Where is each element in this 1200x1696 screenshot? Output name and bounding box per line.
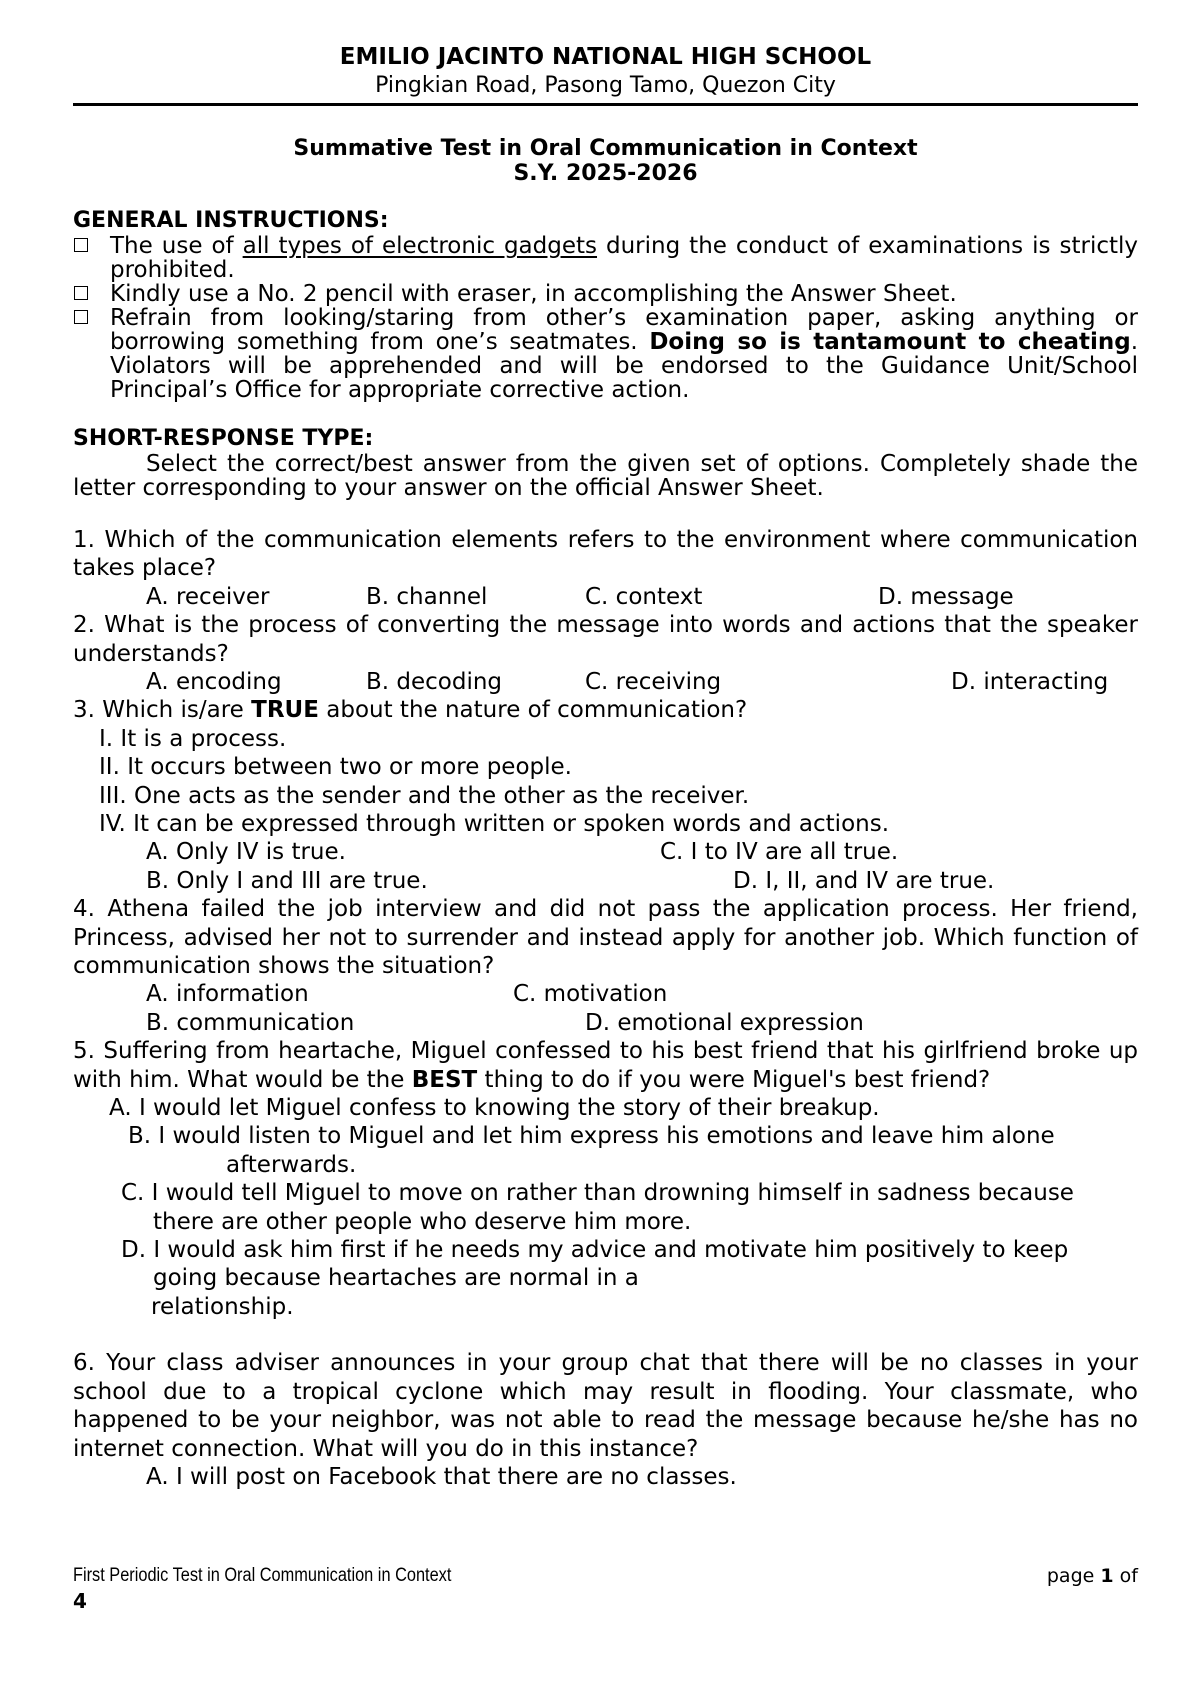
option: D. emotional expression: [585, 1009, 864, 1036]
footer-total-pages: 4: [73, 1589, 87, 1613]
checkbox-icon: [74, 238, 88, 252]
option: C. context: [585, 583, 703, 610]
option: A. I would let Miguel confess to knowing the story of their breakup.: [109, 1095, 880, 1122]
option: C. I would tell Miguel to move on rather than drowning himself in sadness because: [121, 1180, 1074, 1207]
footer-test-name: First Periodic Test in Oral Communication in Context: [73, 1565, 452, 1586]
option: D. I, II, and IV are true.: [733, 867, 995, 894]
question-4-stem: 4. Athena failed the job interview and did not pass the application process. Her friend, Princess, advised her not to surrender and instead apply for another job. Which function of communication shows the situation?: [73, 896, 1138, 980]
test-page: [73, 42, 1138, 1491]
option: C. I to IV are all true.: [660, 839, 899, 866]
question-3-options: [73, 867, 1138, 895]
option-continuation: afterwards.: [226, 1151, 357, 1178]
option: C. motivation: [513, 981, 668, 1008]
option: A. information: [146, 981, 309, 1008]
option: D. message: [878, 583, 1014, 610]
statement: IV. It can be expressed through written or spoken words and actions.: [99, 811, 890, 838]
option-continuation: relationship.: [151, 1293, 294, 1320]
option: A. I will post on Facebook that there are no classes.: [146, 1463, 737, 1490]
option-continuation: going because heartaches are normal in a: [153, 1265, 639, 1292]
short-response-heading: SHORT-RESPONSE TYPE:: [73, 426, 374, 451]
question-1-options: [73, 583, 1138, 611]
option: C. receiving: [585, 669, 722, 696]
option: B. channel: [366, 583, 488, 610]
school-address: Pingkian Road, Pasong Tamo, Quezon City: [375, 73, 836, 98]
question-4-options: [73, 1009, 1138, 1037]
question-3-options: [73, 838, 1138, 866]
option: B. communication: [146, 1009, 355, 1036]
question-3-stem: 3. Which is/are TRUE about the nature of communication?: [73, 697, 748, 724]
instructions-heading: GENERAL INSTRUCTIONS:: [73, 208, 389, 233]
option: A. encoding: [146, 669, 282, 696]
option: B. Only I and III are true.: [146, 867, 428, 894]
question-4-options: [73, 980, 1138, 1008]
option: B. I would listen to Miguel and let him express his emotions and leave him alone: [128, 1123, 1055, 1150]
instruction-item: Kindly use a No. 2 pencil with eraser, in accomplishing the Answer Sheet.: [73, 282, 1138, 306]
instruction-item: Refrain from looking/staring from other’s examination paper, asking anything or borrowing something from one’s seatmates. Doing so is tantamount to cheating. Violators will be apprehended and will be endorsed to the Guidance Unit/School Principal’s Office for appropriate corrective action.: [73, 306, 1138, 402]
statement: I. It is a process.: [99, 725, 287, 752]
short-response-directions: Select the correct/best answer from the given set of options. Completely shade the letter corresponding to your answer on the official Answer Sheet.: [73, 451, 1138, 501]
statement: II. It occurs between two or more people.: [99, 754, 572, 781]
option: D. I would ask him first if he needs my advice and motivate him positively to keep: [121, 1237, 1069, 1264]
checkbox-icon: [74, 286, 88, 300]
option: A. receiver: [146, 583, 270, 610]
test-title: Summative Test in Oral Communication in Context: [293, 136, 918, 161]
school-name: EMILIO JACINTO NATIONAL HIGH SCHOOL: [339, 44, 872, 70]
question-5-stem: 5. Suffering from heartache, Miguel confessed to his best friend that his girlfriend broke up with him. What would be the BEST thing to do if you were Miguel's best friend?: [73, 1038, 1138, 1093]
option: D. interacting: [951, 669, 1109, 696]
question-6-stem: 6. Your class adviser announces in your group chat that there will be no classes in your school due to a tropical cyclone which may result in flooding. Your classmate, who happened to be your neighbor, was not able to read the message because he/she has no internet connection. What will you do in this instance?: [73, 1350, 1138, 1462]
footer-page-indicator: page 1 of: [1046, 1565, 1138, 1587]
question-1-stem: 1. Which of the communication elements refers to the environment where communication takes place?: [73, 527, 1138, 582]
question-2-options: [73, 668, 1138, 696]
instruction-item: The use of all types of electronic gadgets during the conduct of examinations is strictly prohibited.: [73, 234, 1138, 282]
statement: III. One acts as the sender and the other as the receiver.: [99, 782, 750, 809]
option: A. Only IV is true.: [146, 839, 346, 866]
question-2-stem: 2. What is the process of converting the message into words and actions that the speaker understands?: [73, 612, 1138, 667]
option-continuation: there are other people who deserve him more.: [153, 1208, 692, 1235]
school-year: S.Y. 2025-2026: [513, 161, 698, 186]
checkbox-icon: [74, 310, 88, 324]
option: B. decoding: [366, 669, 503, 696]
